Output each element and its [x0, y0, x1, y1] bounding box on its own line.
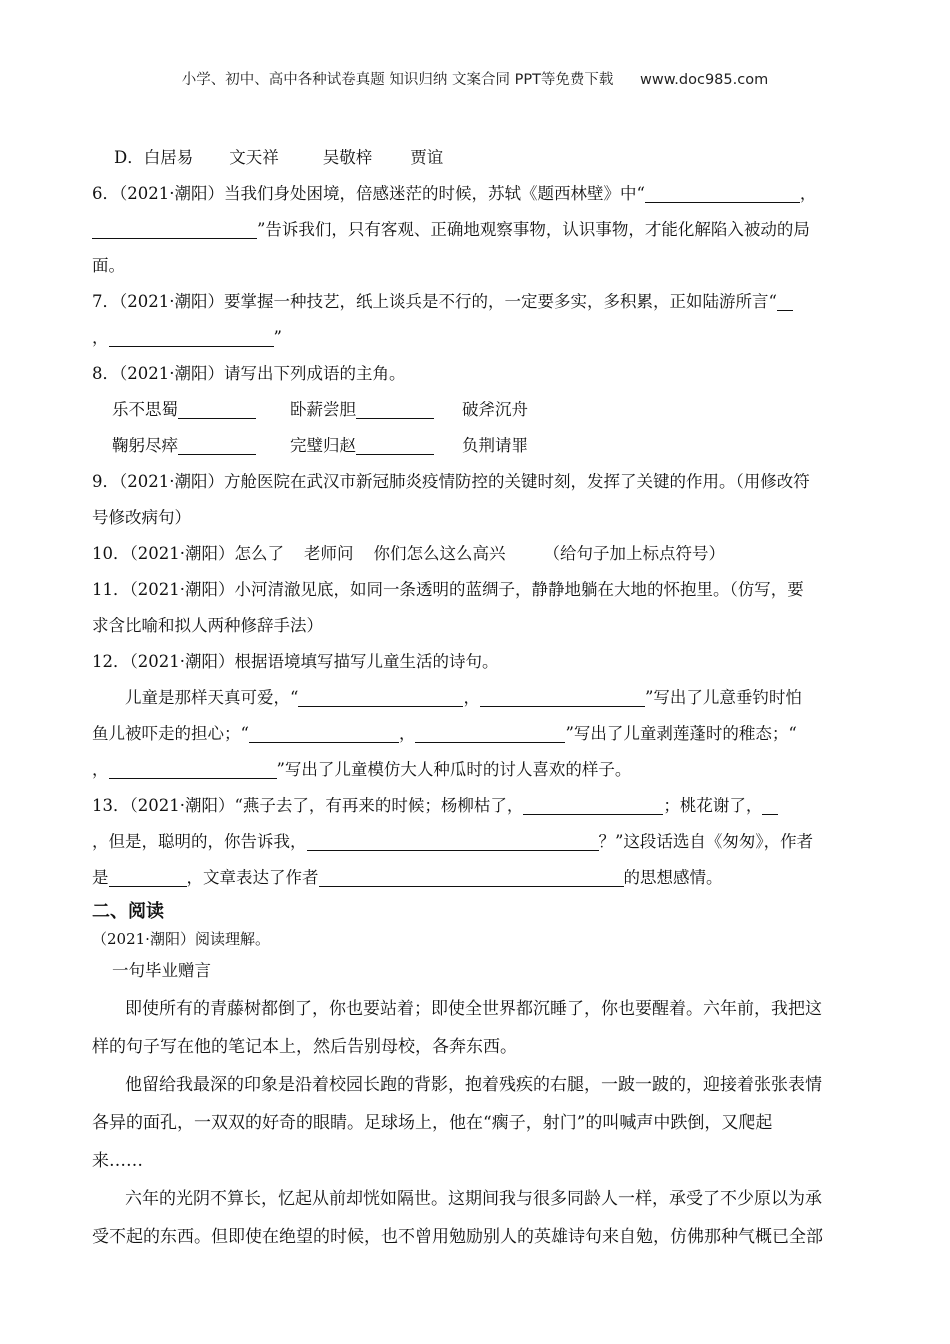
answer-blank[interactable] — [109, 328, 274, 347]
section-reading: 二、阅读 （2021·潮阳）阅读理解。 一句毕业赠言 即使所有的青藤树都倒了，你也要站着；即使全世界都沉睡了，你也要醒着。六年前，我把这 样的句子写在他的笔记本上，然后告别母校，各奔东西。 他留给我最深的印象是沿着校园长跑的背影，抱着残疾的右腿，一跛一跛的，迎接着张张表情 各异的面孔，一双双的好奇的眼睛。足球场上，他在“瘸子，射门”的叫喊声中跌倒，又爬起 来…… 六年的光阴不算长，忆起从前却恍如隔世。这期间我与很多同龄人一样，承受了不少原以为承 受不起的东西。但即使在绝望的时候，也不曾用勉励别人的英雄诗句来自勉，仿佛那种气概已全部 — [92, 898, 862, 1256]
question-10: 10．（2021·潮阳）怎么了 老师问 你们怎么这么高兴 （给句子加上标点符号） — [92, 544, 725, 563]
section-intro: （2021·潮阳）阅读理解。 — [92, 930, 270, 948]
answer-blank[interactable] — [480, 688, 645, 707]
answer-blank[interactable] — [109, 868, 187, 887]
answer-blank[interactable] — [762, 796, 778, 815]
option-d: D．白居易 文天祥 吴敬梓 贾谊 — [114, 148, 444, 167]
answer-blank[interactable] — [307, 832, 599, 851]
answer-blank[interactable] — [178, 436, 256, 455]
header-title: 小学、初中、高中各种试卷真题 知识归纳 文案合同 PPT等免费下载 — [181, 72, 614, 88]
document-body — [92, 140, 862, 1256]
question-6: 6．（2021·潮阳）当我们身处困境，倍感迷茫的时候，苏轼《题西林壁》中“ ， ”告诉我们，只有客观、正确地观察事物，认识事物，才能化解陷入被动的局 面。 — [92, 184, 817, 275]
answer-blank[interactable] — [415, 724, 565, 743]
question-12: 12．（2021·潮阳）根据语境填写描写儿童生活的诗句。 儿童是那样天真可爱，“ ， ”写出了儿意垂钓时怕 鱼儿被吓走的担心；“ ， ”写出了儿童剥莲蓬时的稚态；“ ， ”写出了儿童模仿大人种瓜时的讨人喜欢的样子。 — [92, 652, 802, 779]
question-9: 9．（2021·潮阳）方舱医院在武汉市新冠肺炎疫情防控的关键时刻，发挥了关键的作用。（用修改符 号修改病句） — [92, 472, 810, 527]
answer-blank[interactable] — [356, 436, 434, 455]
answer-blank[interactable] — [178, 400, 256, 419]
answer-blank[interactable] — [109, 760, 277, 779]
answer-blank[interactable] — [92, 220, 257, 239]
section-title: 二、阅读 — [92, 901, 164, 922]
answer-blank[interactable] — [298, 688, 463, 707]
answer-blank[interactable] — [523, 796, 663, 815]
page-header — [0, 68, 950, 89]
answer-blank[interactable] — [645, 184, 800, 203]
question-11: 11．（2021·潮阳）小河清澈见底，如同一条透明的蓝绸子，静静地躺在大地的怀抱里。（仿写，要 求含比喻和拟人两种修辞手法） — [92, 580, 804, 635]
header-site: www.doc985.com — [640, 72, 769, 88]
question-13: 13．（2021·潮阳）“燕子去了，有再来的时候；杨柳枯了， ；桃花谢了， ，但是，聪明的，你告诉我， ？”这段话选自《匆匆》，作者 是 ，文章表达了作者 的思想感情。 — [92, 796, 814, 887]
question-7: 7．（2021·潮阳）要掌握一种技艺，纸上谈兵是不行的，一定要多实，多积累，正如陆游所言“ ， ” — [92, 284, 862, 356]
answer-blank[interactable] — [319, 868, 624, 887]
answer-blank[interactable] — [777, 292, 793, 311]
answer-blank[interactable] — [356, 400, 434, 419]
article-title: 一句毕业赠言 — [112, 961, 211, 980]
answer-blank[interactable] — [249, 724, 399, 743]
question-8: 8．（2021·潮阳）请写出下列成语的主角。 乐不思蜀 卧薪尝胆 破斧沉舟 鞠躬尽瘁 完璧归赵 负荆请罪 — [92, 364, 528, 455]
